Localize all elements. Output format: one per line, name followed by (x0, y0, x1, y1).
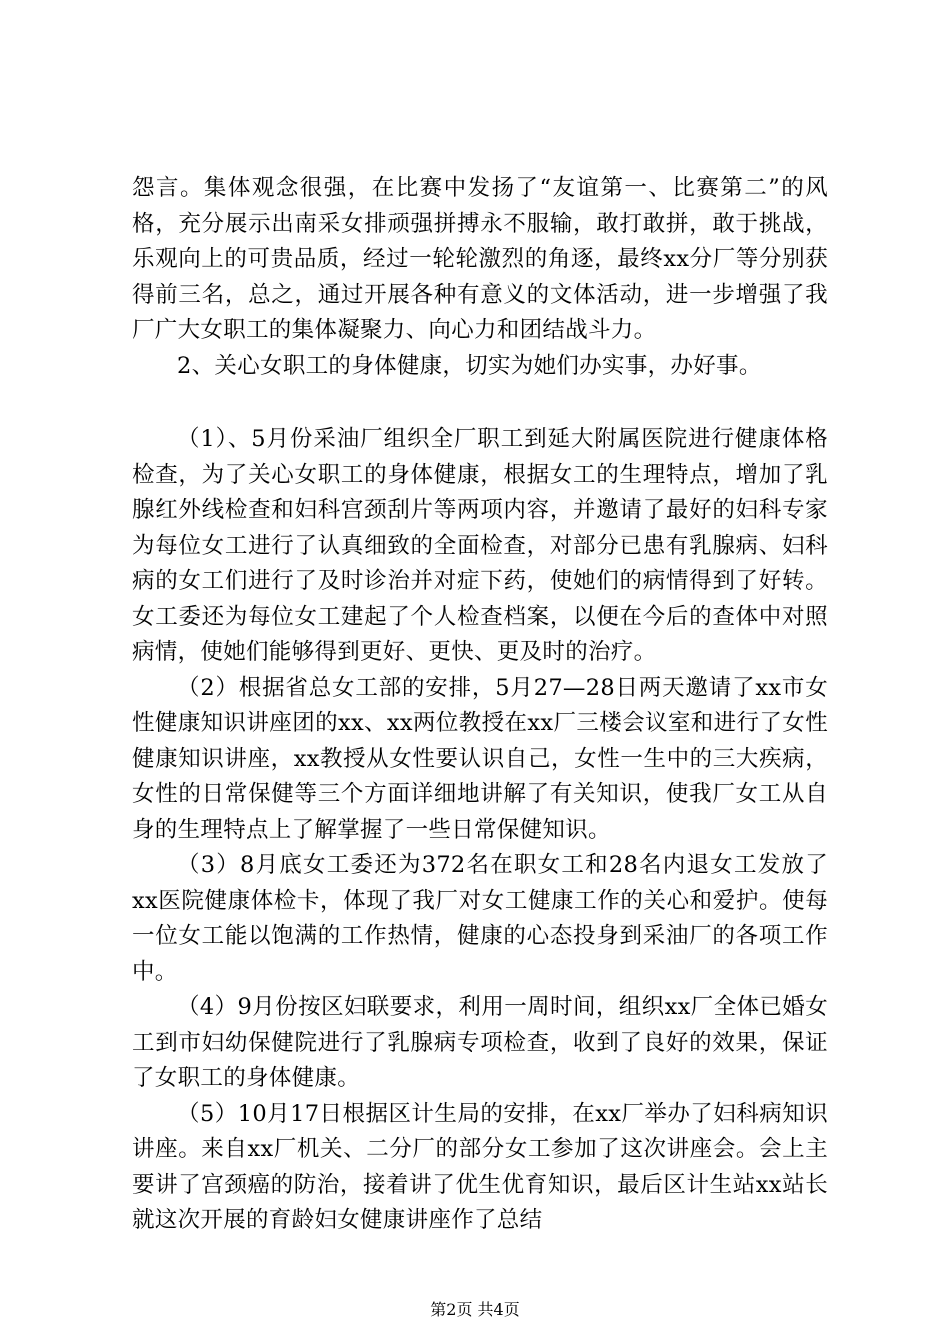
paragraph-item-3: （3）8月底女工委还为372名在职女工和28名内退女工发放了xx医院健康体检卡，体现了我厂对女工健康工作的关心和爱护。使每一位女工能以饱满的工作热情，健康的心态投身到采油厂的各项工作中。 (132, 852, 828, 985)
paragraph-continuation: 怨言。集体观念很强，在比赛中发扬了“友谊第一、比赛第二”的风格，充分展示出南采女排顽强拼搏永不服输，敢打敢拼，敢于挑战，乐观向上的可贵品质，经过一轮轮激烈的角逐，最终xx分厂等分别获得前三名，总之，通过开展各种有意义的文体活动，进一步增强了我厂广大女职工的集体凝聚力、向心力和团结战斗力。 (132, 175, 828, 343)
paragraph-item-1: （1）、5月份采油厂组织全厂职工到延大附属医院进行健康体格检查，为了关心女职工的身体健康，根据女工的生理特点，增加了乳腺红外线检查和妇科宫颈刮片等两项内容，并邀请了最好的妇科专家为每位女工进行了认真细致的全面检查，对部分已患有乳腺病、妇科病的女工们进行了及时诊治并对症下药，使她们的病情得到了好转。女工委还为每位女工建起了个人检查档案，以便在今后的查体中对照病情，使她们能够得到更好、更快、更及时的治疗。 (132, 426, 828, 665)
paragraph-section-heading: 2、关心女职工的身体健康，切实为她们办实事，办好事。 (177, 352, 762, 379)
paragraph-item-5: （5）10月17日根据区计生局的安排，在xx厂举办了妇科病知识讲座。来自xx厂机关、二分厂的部分女工参加了这次讲座会。会上主要讲了宫颈癌的防治，接着讲了优生优育知识，最后区计生站xx站长就这次开展的育龄妇女健康讲座作了总结 (132, 1100, 828, 1233)
page-number-footer: 第2页 共4页 (430, 1300, 520, 1319)
paragraph-item-2: （2）根据省总女工部的安排，5月27—28日两天邀请了xx市女性健康知识讲座团的xx、xx两位教授在xx厂三楼会议室和进行了女性健康知识讲座，xx教授从女性要认识自己，女性一生中的三大疾病，女性的日常保健等三个方面详细地讲解了有关知识，使我厂女工从自身的生理特点上了解掌握了一些日常保健知识。 (132, 674, 828, 843)
paragraph-item-4: （4）9月份按区妇联要求，利用一周时间，组织xx厂全体已婚女工到市妇幼保健院进行了乳腺病专项检查，收到了良好的效果，保证了女职工的身体健康。 (132, 994, 828, 1091)
document-body (132, 171, 828, 1239)
